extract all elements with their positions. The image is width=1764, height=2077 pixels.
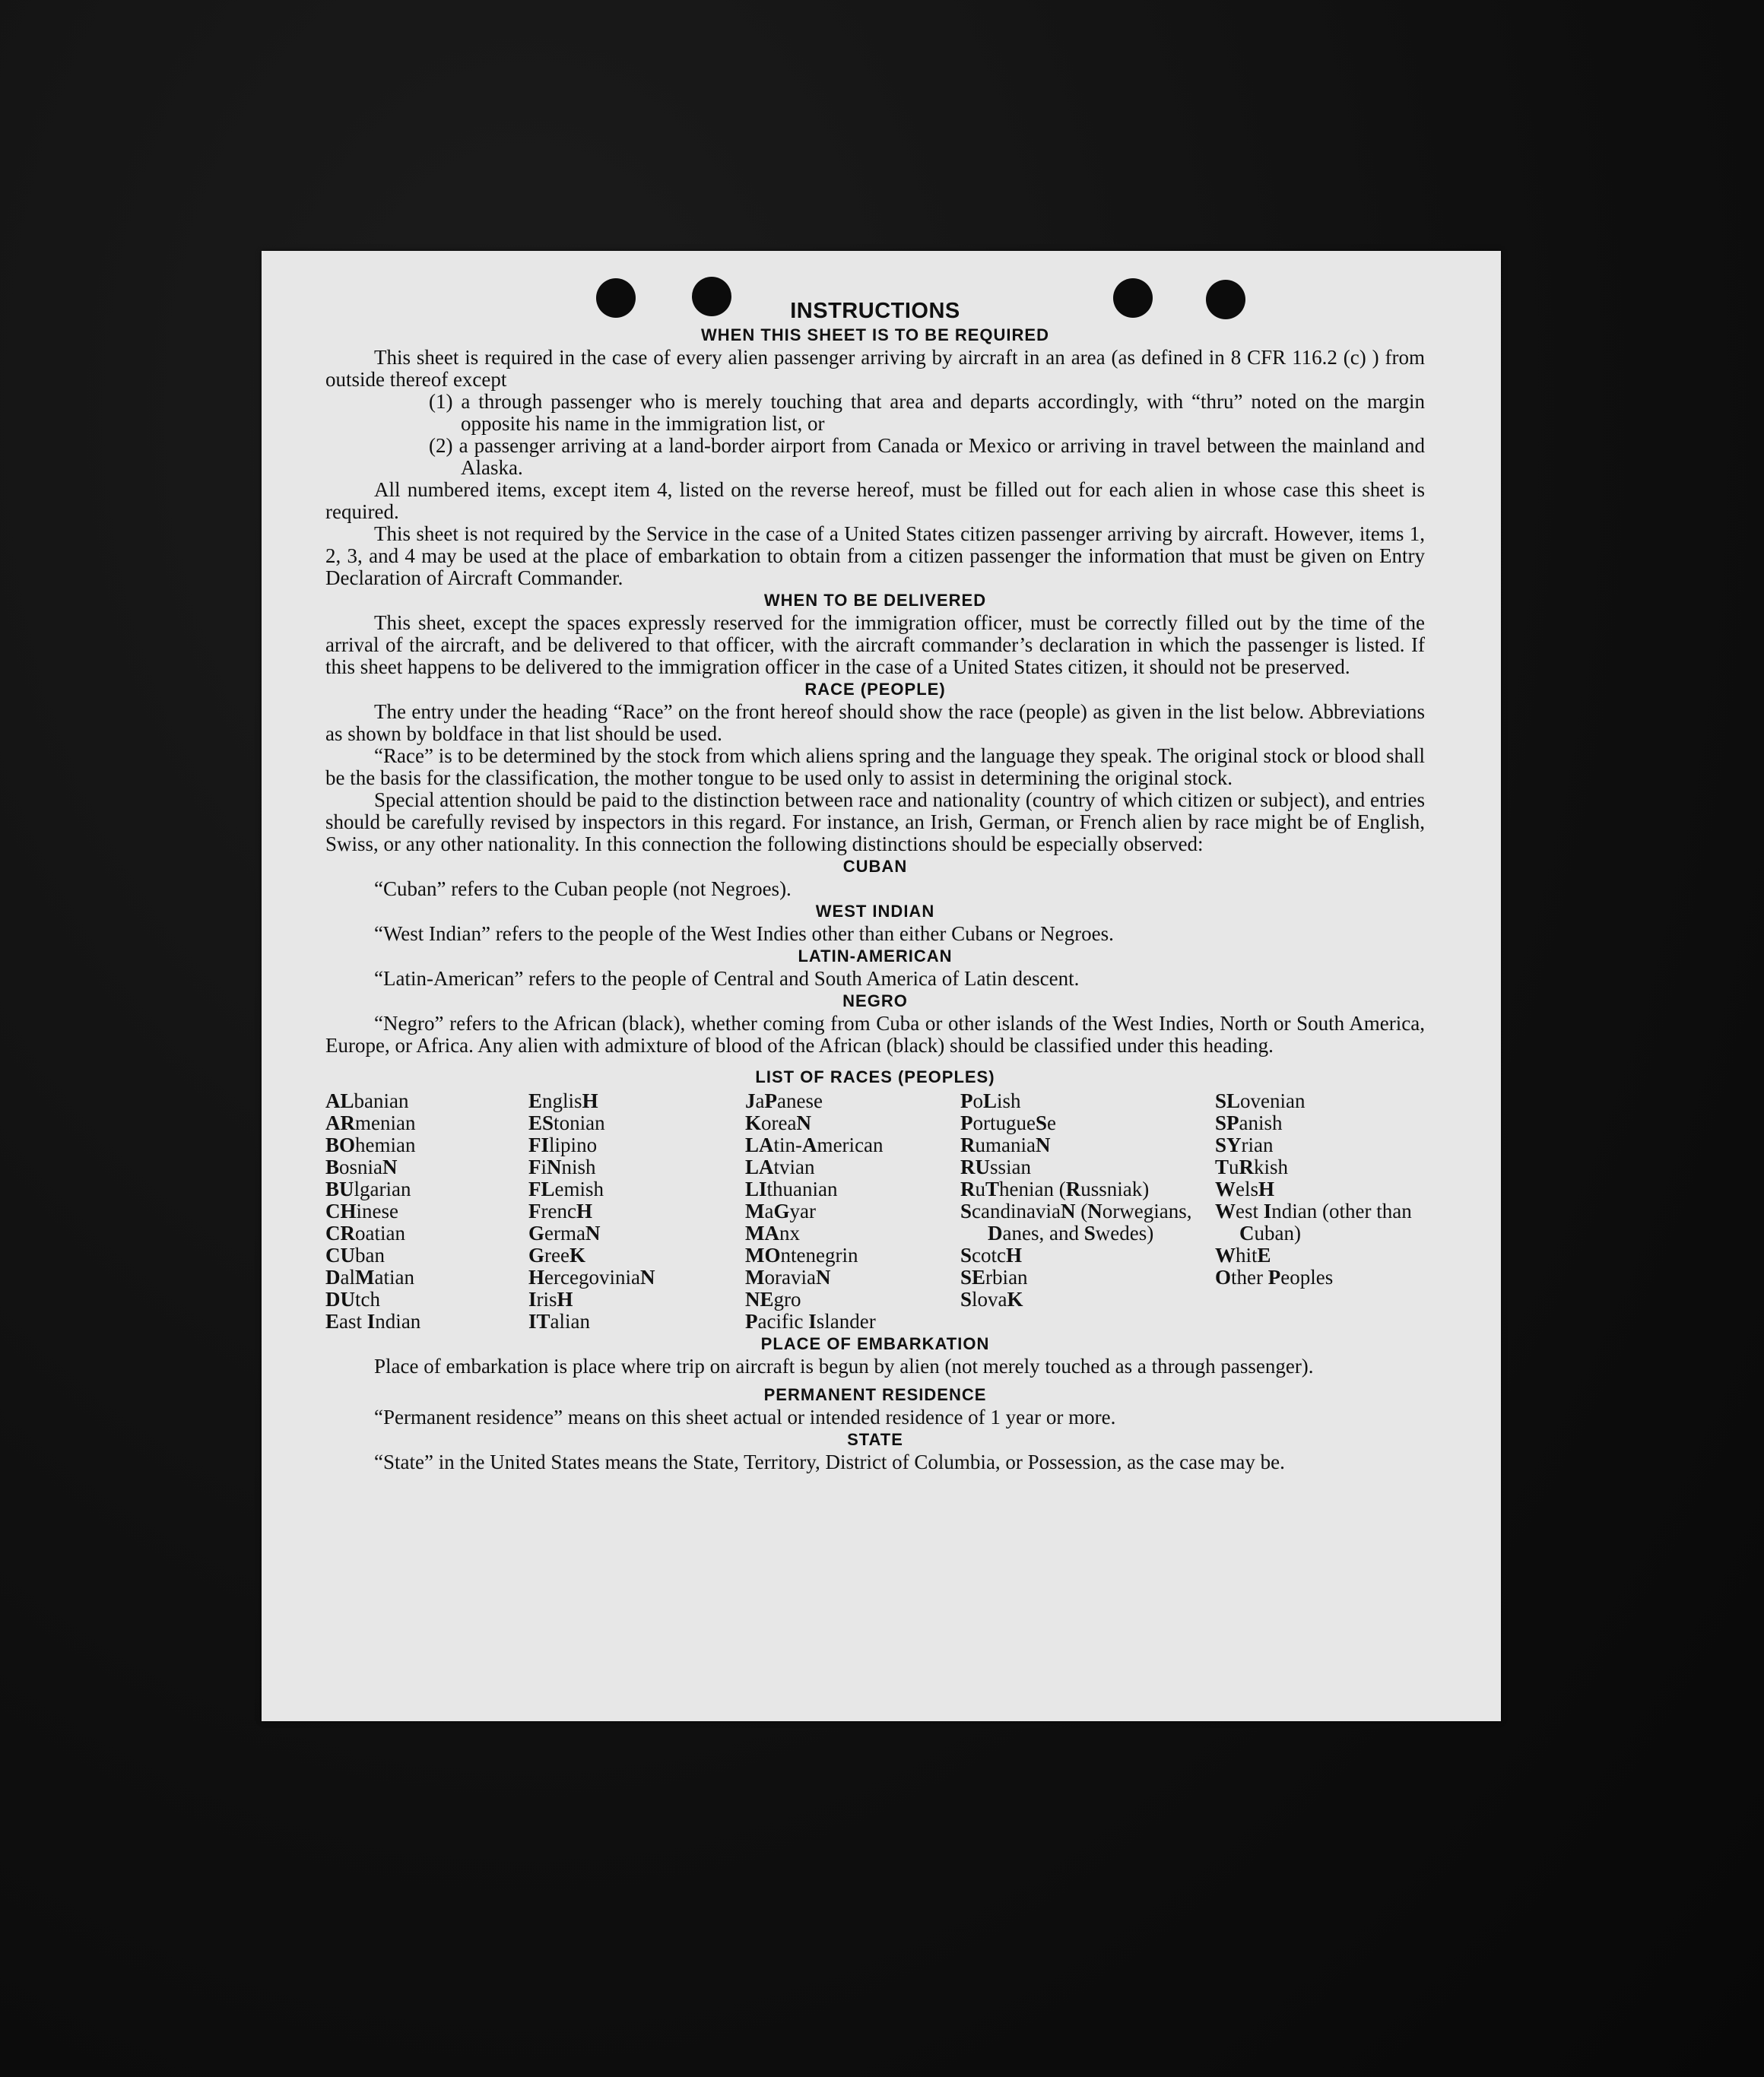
section-heading-latin-american: LATIN-AMERICAN bbox=[798, 947, 953, 966]
race-entry: DUtch bbox=[325, 1288, 380, 1311]
race-entry: ITalian bbox=[528, 1310, 591, 1333]
paragraph: All numbered items, except item 4, listed on the reverse hereof, must be filled out for each alien in whose case this sheet is required. bbox=[325, 478, 1425, 523]
paragraph: “Latin-American” refers to the people of Central and South America of Latin descent. bbox=[374, 967, 1080, 990]
section-heading-required: WHEN THIS SHEET IS TO BE REQUIRED bbox=[701, 325, 1049, 344]
race-column bbox=[1215, 1090, 1425, 1333]
race-entry: TuRkish bbox=[1215, 1156, 1289, 1178]
race-entry: HercegoviniaN bbox=[528, 1266, 655, 1289]
race-entry: IrisH bbox=[528, 1288, 573, 1311]
paragraph: “Negro” refers to the African (black), whether coming from Cuba or other islands of the West Indies, North or South America, Europe, or Africa. Any alien with admixture of blood of the African (black) should be classified under this heading. bbox=[325, 1012, 1425, 1057]
section-heading-negro: NEGRO bbox=[842, 991, 908, 1010]
race-entry: SPanish bbox=[1215, 1111, 1283, 1134]
paragraph: “Permanent residence” means on this sheet actual or intended residence of 1 year or more. bbox=[374, 1406, 1116, 1429]
section-heading-list-of-races: LIST OF RACES (PEOPLES) bbox=[755, 1067, 995, 1086]
race-entry: MoraviaN bbox=[745, 1266, 831, 1289]
race-entry: RumaniaN bbox=[960, 1134, 1051, 1156]
race-entry: GreeK bbox=[528, 1244, 585, 1267]
race-entry: EnglisH bbox=[528, 1089, 598, 1112]
race-entry: MAnx bbox=[745, 1222, 800, 1245]
paragraph: This sheet is not required by the Service in the case of a United States citizen passenger arriving by aircraft. However, items 1, 2, 3, and 4 may be used at the place of embarkation to obtain from a citizen passenger the information that must be given on Entry Declaration of Aircraft Commander. bbox=[325, 522, 1425, 589]
race-entry: SYrian bbox=[1215, 1134, 1274, 1156]
race-entry: RuThenian (Russniak) bbox=[960, 1178, 1150, 1200]
race-entry: ARmenian bbox=[325, 1111, 416, 1134]
race-entry: RUssian bbox=[960, 1156, 1032, 1178]
race-entry: EStonian bbox=[528, 1111, 605, 1134]
paragraph: “Cuban” refers to the Cuban people (not Negroes). bbox=[374, 877, 792, 900]
race-list bbox=[325, 1090, 1425, 1333]
race-entry: ALbanian bbox=[325, 1089, 409, 1112]
race-entry: East Indian bbox=[325, 1310, 421, 1333]
race-entry: Other Peoples bbox=[1215, 1266, 1334, 1289]
race-entry: SLovenian bbox=[1215, 1089, 1306, 1112]
race-entry: West Indian (other than Cuban) bbox=[1215, 1200, 1412, 1245]
race-entry: LAtvian bbox=[745, 1156, 815, 1178]
race-entry: GermaN bbox=[528, 1222, 601, 1245]
paragraph: The entry under the heading “Race” on the front hereof should show the race (people) as given in the list below. Abbreviations as shown by boldface in that list should be used. bbox=[325, 700, 1425, 745]
race-entry: PortugueSe bbox=[960, 1111, 1057, 1134]
race-entry: BUlgarian bbox=[325, 1178, 411, 1200]
race-entry: BOhemian bbox=[325, 1134, 416, 1156]
paragraph: “West Indian” refers to the people of the West Indies other than either Cubans or Negroes. bbox=[374, 922, 1114, 945]
section-heading-race: RACE (PEOPLE) bbox=[804, 680, 946, 699]
race-entry: FLemish bbox=[528, 1178, 604, 1200]
race-entry: WelsH bbox=[1215, 1178, 1275, 1200]
section-heading-state: STATE bbox=[847, 1430, 903, 1449]
race-entry: Pacific Islander bbox=[745, 1310, 876, 1333]
race-entry: DalMatian bbox=[325, 1266, 414, 1289]
paragraph: “State” in the United States means the State, Territory, District of Columbia, or Possession, as the case may be. bbox=[374, 1451, 1285, 1473]
paragraph: Place of embarkation is place where trip on aircraft is begun by alien (not merely touched as a through passenger). bbox=[374, 1355, 1314, 1378]
paragraph: Special attention should be paid to the distinction between race and nationality (country of which citizen or subject), and entries should be carefully revised by inspectors in this regard. For instance, an Irish, German, or French alien by race might be of English, Swiss, or any other nationality. In this connection the following distinctions should be especially observed: bbox=[325, 788, 1425, 855]
section-heading-west-indian: WEST INDIAN bbox=[815, 902, 935, 921]
race-entry: KoreaN bbox=[745, 1111, 811, 1134]
list-item: (2) a passenger arriving at a land-border airport from Canada or Mexico or arriving in travel between the mainland and Alaska. bbox=[429, 434, 1425, 479]
race-entry: LIthuanian bbox=[745, 1178, 838, 1200]
race-entry: FIlipino bbox=[528, 1134, 598, 1156]
race-entry: FiNnish bbox=[528, 1156, 596, 1178]
list-item: (1) a through passenger who is merely touching that area and departs accordingly, with “thru” noted on the margin opposite his name in the immigration list, or bbox=[429, 390, 1425, 435]
race-entry: FrencH bbox=[528, 1200, 592, 1222]
race-entry: WhitE bbox=[1215, 1244, 1271, 1267]
race-entry: PoLish bbox=[960, 1089, 1021, 1112]
race-column bbox=[528, 1090, 734, 1333]
section-heading-cuban: CUBAN bbox=[842, 857, 908, 876]
race-column bbox=[325, 1090, 517, 1333]
instruction-sheet bbox=[262, 251, 1501, 1721]
race-entry: ScotcH bbox=[960, 1244, 1023, 1267]
race-column bbox=[745, 1090, 949, 1333]
race-entry: CHinese bbox=[325, 1200, 399, 1222]
race-entry: MOntenegrin bbox=[745, 1244, 858, 1267]
paragraph: This sheet, except the spaces expressly reserved for the immigration officer, must be correctly filled out by the time of the arrival of the aircraft, and be delivered to that officer, with the aircraft commander’s declaration in which the passenger is listed. If this sheet happens to be delivered to the immigration officer in the case of a United States citizen, it should not be preserved. bbox=[325, 611, 1425, 678]
sheet-content bbox=[325, 298, 1425, 1473]
race-entry: MaGyar bbox=[745, 1200, 816, 1222]
paragraph: “Race” is to be determined by the stock from which aliens spring and the language they speak. The original stock or blood shall be the basis for the classification, the mother tongue to be used only to assist in determining the original stock. bbox=[325, 744, 1425, 789]
race-entry: ScandinaviaN (Norwegians, Danes, and Swedes) bbox=[960, 1200, 1192, 1245]
race-entry: SErbian bbox=[960, 1266, 1028, 1289]
section-heading-embarkation: PLACE OF EMBARKATION bbox=[760, 1334, 990, 1353]
race-entry: BosniaN bbox=[325, 1156, 398, 1178]
race-entry: NEgro bbox=[745, 1288, 801, 1311]
section-heading-delivered: WHEN TO BE DELIVERED bbox=[763, 591, 987, 610]
race-entry: SlovaK bbox=[960, 1288, 1023, 1311]
race-entry: CUban bbox=[325, 1244, 385, 1267]
race-entry: LAtin-American bbox=[745, 1134, 884, 1156]
race-entry: CRoatian bbox=[325, 1222, 405, 1245]
race-entry: JaPanese bbox=[745, 1089, 823, 1112]
page-title: INSTRUCTIONS bbox=[790, 299, 960, 323]
race-column bbox=[960, 1090, 1204, 1333]
paragraph: This sheet is required in the case of every alien passenger arriving by aircraft in an area (as defined in 8 CFR 116.2 (c) ) from outside thereof except bbox=[325, 346, 1425, 391]
section-heading-residence: PERMANENT RESIDENCE bbox=[763, 1385, 987, 1404]
